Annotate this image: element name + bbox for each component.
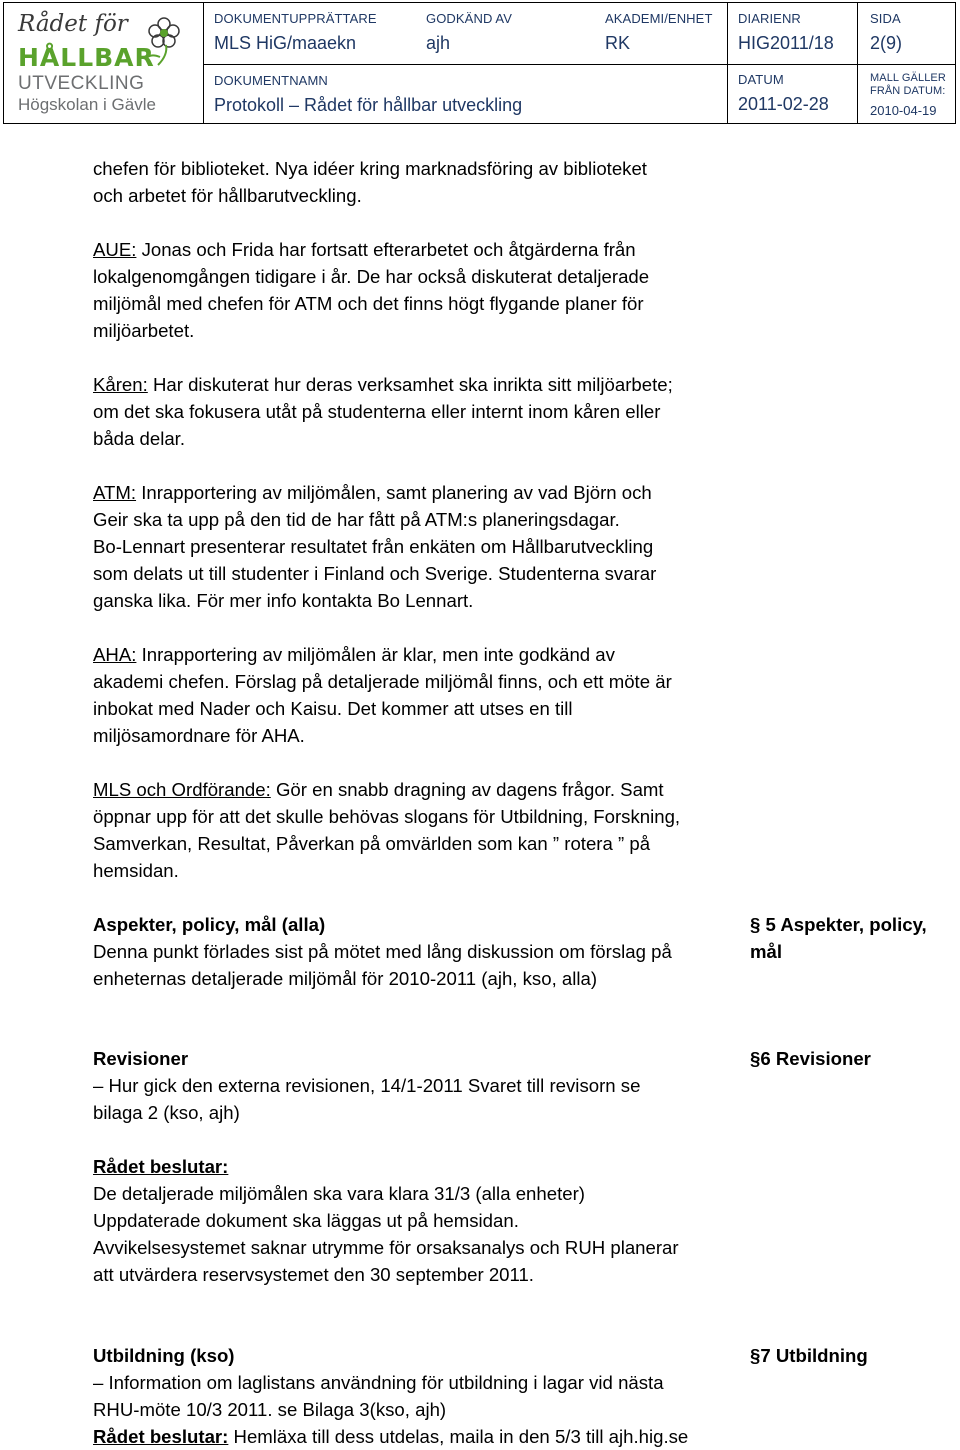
logo-line-1: Rådet för — [18, 11, 128, 37]
page-label: SIDA — [870, 11, 901, 26]
logo-line-3: UTVECKLING — [18, 73, 145, 94]
logo — [4, 3, 204, 123]
text-line: – Information om laglistans användning för utbildning i lagar vid nästa — [93, 1372, 664, 1393]
decision-block — [93, 1153, 679, 1288]
text-line: Gör en snabb dragning av dagens frågor. Samt — [270, 779, 664, 800]
section-5 — [93, 911, 672, 992]
section-6 — [93, 1045, 640, 1126]
text-line: Geir ska ta upp på den tid de har fått på ATM:s planeringsdagar. — [93, 509, 620, 530]
text-line: akademi chefen. Förslag på detaljerade miljömål finns, och ett möte är — [93, 671, 672, 692]
template-cell — [857, 64, 955, 123]
text-line: Jonas och Frida har fortsatt efterarbetet och åtgärderna från — [136, 239, 636, 260]
paragraph-atm — [93, 479, 656, 614]
date-label: DATUM — [738, 72, 784, 87]
text-line: enheternas detaljerade miljömål för 2010-2011 (ajh, kso, alla) — [93, 968, 598, 989]
author-cell — [214, 11, 414, 54]
text-line: och arbetet för hållbarutveckling. — [93, 185, 362, 206]
text-line: Samverkan, Resultat, Påverkan på omvärlden som kan ” rotera ” på — [93, 833, 651, 854]
section-7-decision-label: Rådet beslutar: — [93, 1426, 229, 1447]
paragraph-aue — [93, 236, 649, 344]
text-line: om det ska fokusera utåt på studenterna eller internt inom kåren eller — [93, 401, 661, 422]
paragraph-karen — [93, 371, 673, 452]
docname-value: Protokoll – Rådet för hållbar utveckling — [214, 95, 523, 115]
text-line: hemsidan. — [93, 860, 179, 881]
text-line: Inrapportering av miljömålen, samt planering av vad Björn och — [136, 482, 652, 503]
section-5-marker-line: § 5 Aspekter, policy, — [750, 914, 927, 935]
aue-label: AUE: — [93, 239, 137, 260]
page-number: 2(9) — [870, 33, 903, 53]
template-value: 2010-04-19 — [870, 103, 937, 118]
unit-cell — [605, 11, 725, 54]
aha-label: AHA: — [93, 644, 137, 665]
text-line: miljömål med chefen för ATM och det finns högt flygande planer för — [93, 293, 644, 314]
decision-label: Rådet beslutar: — [93, 1156, 229, 1177]
template-label-2: FRÅN DATUM: — [870, 85, 946, 97]
text-line: Avvikelsesystemet saknar utrymme för orsaksanalys och RUH planerar — [93, 1237, 679, 1258]
section-6-heading: Revisioner — [93, 1048, 189, 1069]
logo-line-2: HÅLLBAR — [18, 43, 155, 72]
diarie-label: DIARIENR — [738, 11, 801, 26]
section-7-heading: Utbildning (kso) — [93, 1345, 235, 1366]
date-cell — [727, 64, 857, 123]
text-line: att utvärdera reservsystemet den 30 september 2011. — [93, 1264, 534, 1285]
text-line: Denna punkt förlades sist på mötet med lång diskussion om förslag på — [93, 941, 672, 962]
text-line: Uppdaterade dokument ska läggas ut på hemsidan. — [93, 1210, 519, 1231]
mls-label: MLS och Ordförande: — [93, 779, 271, 800]
approved-label: GODKÄND AV — [426, 11, 513, 26]
text-line: öppnar upp för att det skulle behövas slogans för Utbildning, Forskning, — [93, 806, 681, 827]
section-5-marker-line: mål — [750, 941, 783, 962]
text-line: Bo-Lennart presenterar resultatet från enkäten om Hållbarutveckling — [93, 536, 654, 557]
author-value: MLS HiG/maaekn — [214, 33, 357, 53]
text-line: ganska lika. För mer info kontakta Bo Lennart. — [93, 590, 474, 611]
section-6-marker-line: §6 Revisioner — [750, 1048, 871, 1069]
text-line: De detaljerade miljömålen ska vara klara 31/3 (alla enheter) — [93, 1183, 585, 1204]
atm-label: ATM: — [93, 482, 137, 503]
docname-label: DOKUMENTNAMN — [214, 73, 328, 88]
diarie-value: HIG2011/18 — [738, 33, 834, 53]
section-7 — [93, 1342, 688, 1450]
text-line: chefen för biblioteket. Nya idéer kring marknadsföring av biblioteket — [93, 158, 647, 179]
paragraph-aha — [93, 641, 672, 749]
paragraph-library — [93, 155, 647, 209]
text-line: lokalgenomgången tidigare i år. De har också diskuterat detaljerade — [93, 266, 650, 287]
text-line: Har diskuterat hur deras verksamhet ska inrikta sitt miljöarbete; — [147, 374, 673, 395]
approved-value: ajh — [426, 33, 451, 53]
unit-value: RK — [605, 33, 631, 53]
karen-label: Kåren: — [93, 374, 148, 395]
logo-line-4: Högskolan i Gävle — [18, 95, 156, 114]
section-5-heading: Aspekter, policy, mål (alla) — [93, 914, 326, 935]
author-label: DOKUMENTUPPRÄTTARE — [214, 11, 377, 26]
docname-cell — [214, 73, 714, 116]
approved-cell — [426, 11, 586, 54]
text-line: båda delar. — [93, 428, 186, 449]
section-5-marker — [750, 911, 927, 965]
text-line: miljöarbetet. — [93, 320, 195, 341]
text-line: Hemläxa till dess utdelas, maila in den 5/3 till ajh.hig.se — [228, 1426, 689, 1447]
unit-label: AKADEMI/ENHET — [605, 11, 713, 26]
text-line: Inrapportering av miljömålen är klar, men inte godkänd av — [136, 644, 615, 665]
text-line: RHU-möte 10/3 2011. se Bilaga 3(kso, ajh) — [93, 1399, 447, 1420]
section-7-marker-line: §7 Utbildning — [750, 1345, 868, 1366]
page-cell — [857, 3, 955, 64]
document-header — [3, 2, 956, 124]
template-label-1: MALL GÄLLER — [870, 72, 946, 84]
text-line: – Hur gick den externa revisionen, 14/1-2011 Svaret till revisorn se — [93, 1075, 641, 1096]
text-line: inbokat med Nader och Kaisu. Det kommer att utses en till — [93, 698, 573, 719]
section-7-marker — [750, 1342, 868, 1369]
text-line: miljösamordnare för AHA. — [93, 725, 305, 746]
text-line: som delats ut till studenter i Finland och Sverige. Studenterna svarar — [93, 563, 657, 584]
text-line: bilaga 2 (kso, ajh) — [93, 1102, 240, 1123]
section-6-marker — [750, 1045, 871, 1072]
diarie-cell — [727, 3, 857, 64]
date-value: 2011-02-28 — [738, 94, 829, 114]
paragraph-mls — [93, 776, 680, 884]
